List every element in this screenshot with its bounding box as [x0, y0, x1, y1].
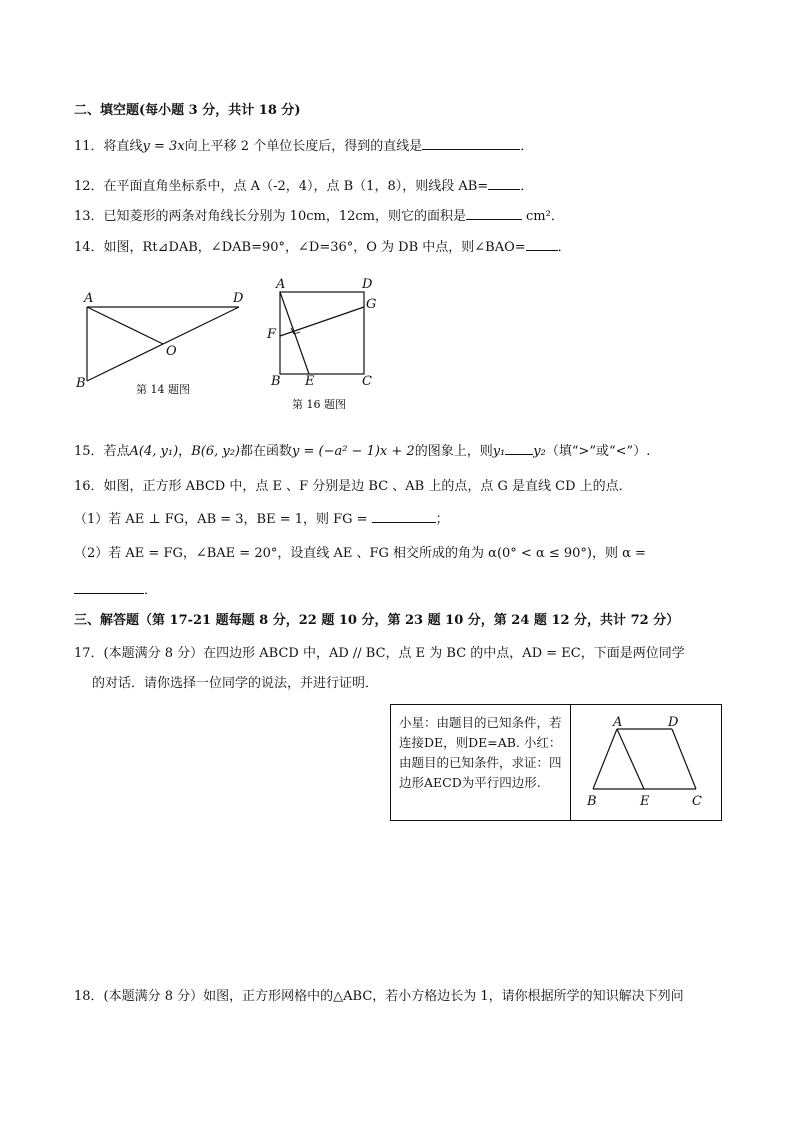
segment-dc	[672, 729, 696, 789]
figure-caption: 第 14 题图	[136, 383, 190, 396]
question-13	[74, 207, 564, 226]
answer-blank	[526, 238, 558, 251]
question-16-stem: 16．如图，正方形 ABCD 中，点 E 、F 分别是边 BC 、AB 上的点，点 G 是直线 CD 上的点．	[74, 479, 632, 494]
q13-end: ．	[550, 209, 564, 224]
question-16-part2-answer	[74, 581, 157, 600]
q14-end: ．	[557, 240, 571, 255]
answer-blank	[422, 137, 520, 150]
q15-sep: ，	[178, 444, 192, 459]
q11-formula: y = 3x	[142, 139, 185, 154]
question-18: 18．(本题满分 8 分）如图，正方形网格中的△ABC，若小方格边长为 1，请你根据所学的知识解决下列问	[74, 989, 684, 1004]
answer-blank	[505, 442, 533, 455]
label-b: B	[76, 376, 86, 391]
label-d: D	[362, 277, 373, 292]
question-15	[74, 442, 650, 461]
q12-text: 12．在平面直角坐标系中，点 A（-2，4），点 B（1，8），则线段 AB=	[74, 179, 489, 194]
figure-16	[262, 275, 392, 415]
figure-17	[571, 705, 721, 820]
answer-blank	[488, 177, 520, 190]
dialogue-box	[390, 704, 722, 821]
label-c: C	[692, 794, 702, 809]
figure-14	[70, 285, 260, 400]
q14-text: 14．如图，Rt⊿DAB，∠DAB=90°，∠D=36°，O 为 DB 中点，则∠BAO=	[74, 240, 526, 255]
function-formula: y = (−a² − 1)x + 2	[292, 444, 415, 459]
square-abcd	[280, 292, 364, 374]
q11-end: ．	[520, 139, 534, 154]
label-g: G	[366, 297, 377, 312]
label-b: B	[587, 794, 597, 809]
segment-ab	[593, 729, 617, 789]
point-b: B(6, y₂)	[191, 444, 240, 459]
label-e: E	[305, 374, 315, 389]
answer-blank	[372, 510, 436, 523]
point-a: A(4, y₁)	[129, 444, 179, 459]
question-11	[74, 137, 533, 156]
answer-blank	[466, 207, 522, 220]
q15-mid: 都在函数	[239, 444, 292, 459]
section-heading: 三、解答题（第 17-21 题每题 8 分，22 题 10 分，第 23 题 10 分，第 24 题 12 分，共计 72 分）	[74, 613, 680, 628]
answer-blank	[74, 581, 144, 594]
q16-part1-text: （1）若 AE ⊥ FG，AB = 3，BE = 1，则 FG =	[74, 512, 368, 527]
q16-part1-end: ；	[435, 512, 449, 527]
question-16-part1	[74, 510, 449, 529]
segment-ae	[280, 292, 309, 374]
question-16-part2: （2）若 AE = FG，∠BAE = 20°，设直线 AE 、FG 相交所成的角为 α(0° < α ≤ 90°)，则 α =	[74, 546, 646, 561]
dialogue-text: 小星：由题目的已知条件，若连接DE，则DE=AB. 小红：由题目的已知条件，求证：四边形AECD为平行四边形.	[399, 715, 562, 790]
q11-prefix: 11．将直线	[74, 139, 143, 154]
label-a: A	[276, 277, 286, 292]
label-a: A	[613, 715, 623, 730]
q15-prefix: 15．若点	[74, 444, 130, 459]
segment-ae	[617, 729, 644, 789]
y2-symbol: y₂	[533, 444, 546, 459]
y1-symbol: y₁	[492, 444, 506, 459]
label-c: C	[362, 374, 372, 389]
q12-end: ．	[520, 179, 534, 194]
q15-hint: （填“>”或“<”）.	[545, 444, 651, 459]
label-d: D	[233, 291, 244, 306]
q16-part2-end: ．	[144, 583, 158, 598]
question-12	[74, 177, 533, 196]
q15-post: 的图象上，则	[414, 444, 493, 459]
question-14	[74, 238, 571, 257]
q11-text: 向上平移 2 个单位长度后，得到的直线是	[184, 139, 423, 154]
figure-caption: 第 16 题图	[292, 398, 346, 411]
label-d: D	[668, 715, 679, 730]
label-e: E	[640, 794, 650, 809]
section-heading: 二、填空题(每小题 3 分，共计 18 分)	[74, 103, 301, 118]
question-17-line2: 的对话．请你选择一位同学的说法，并进行证明．	[92, 676, 379, 691]
label-f: F	[267, 327, 277, 342]
q13-text: 13．已知菱形的两条对角线长分别为 10cm，12cm，则它的面积是	[74, 209, 466, 224]
q13-unit: cm²	[525, 209, 551, 224]
label-a: A	[84, 291, 94, 306]
label-o: O	[166, 344, 177, 359]
segment-ao	[87, 307, 163, 344]
question-17-line1: 17．(本题满分 8 分）在四边形 ABCD 中，AD // BC，点 E 为 BC 的中点，AD = EC，下面是两位同学	[74, 646, 685, 661]
label-b: B	[271, 374, 281, 389]
